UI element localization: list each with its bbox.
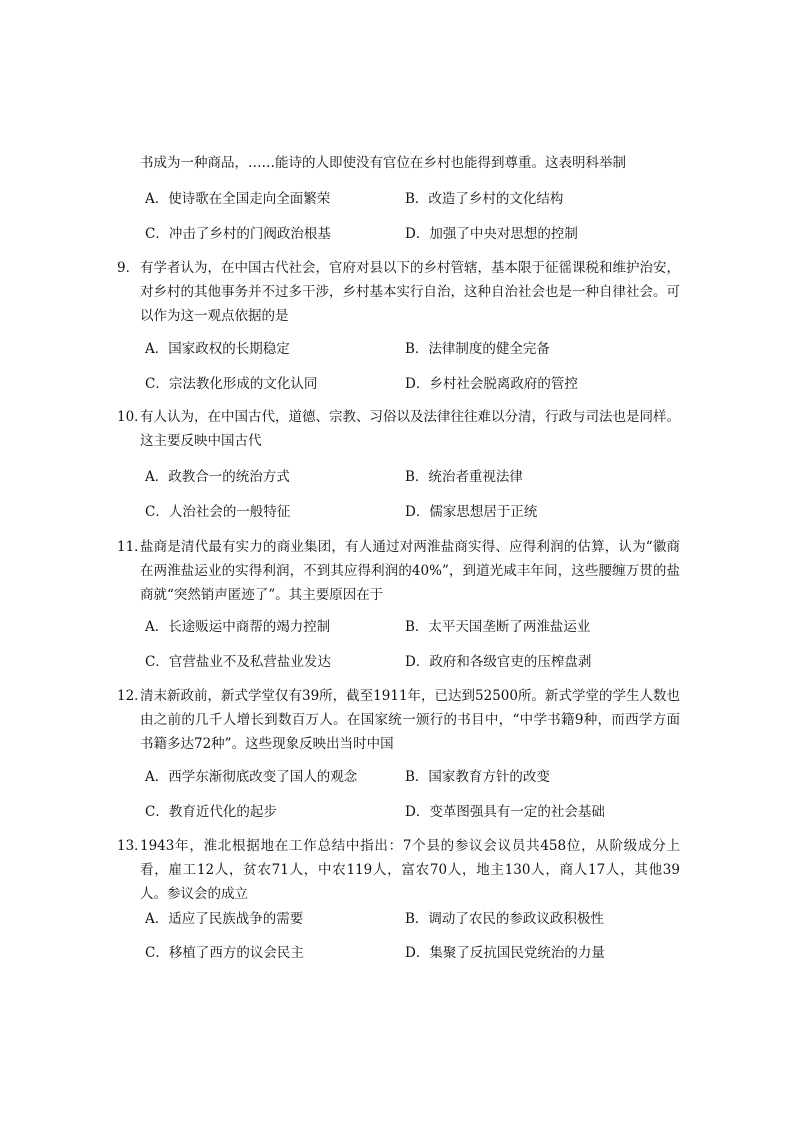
q9-option-c: C．宗法教化形成的文化认同 <box>145 376 318 392</box>
q9-option-b: B．法律制度的健全完备 <box>405 341 550 357</box>
q11-option-c: C．官营盐业不及私营盐业发达 <box>145 654 331 670</box>
q9-option-d: D．乡村社会脱离政府的管控 <box>405 376 578 392</box>
question-number: 9． <box>117 260 140 276</box>
q8-option-d: D．加强了中央对思想的控制 <box>405 226 578 242</box>
question-stem: 盐商是清代最有实力的商业集团，有人通过对两淮盐商实得、应得利润的估算，认为“徽商在两淮盐运业的实得利润，不到其应得利润的40%”，到道光咸丰年间，这些腰缠万贯的盐商就“突然销声匿迹了”。其主要原因在于 <box>140 539 680 603</box>
question-11 <box>117 535 680 607</box>
question-number: 13． <box>117 838 148 854</box>
q13-option-b: B．调动了农民的参政议政积极性 <box>405 911 604 927</box>
q11-option-a: A．长途贩运中商帮的竭力控制 <box>145 619 331 635</box>
question-13 <box>117 834 680 906</box>
q8-option-c: C．冲击了乡村的门阀政治根基 <box>145 226 331 242</box>
q10-option-d: D．儒家思想居于正统 <box>405 504 538 520</box>
q13-option-d: D．集聚了反抗国民党统治的力量 <box>405 945 605 961</box>
q9-option-a: A．国家政权的长期稳定 <box>145 341 290 357</box>
q12-option-b: B．国家教育方针的改变 <box>405 769 550 785</box>
q10-option-a: A．政教合一的统治方式 <box>145 469 290 485</box>
question-10 <box>117 405 680 453</box>
question-12 <box>117 684 680 756</box>
q12-option-c: C．教育近代化的起步 <box>145 804 277 820</box>
question-9 <box>117 256 680 328</box>
question-stem: 有学者认为，在中国古代社会，官府对县以下的乡村管辖，基本限于征徭课税和维护治安，对乡村的其他事务并不过多干涉，乡村基本实行自治，这种自治社会也是一种自律社会。可以作为这一观点依据的是 <box>140 260 680 324</box>
q10-option-b: B．统治者重视法律 <box>405 469 523 485</box>
question-8-continuation: 书成为一种商品，……能诗的人即使没有官位在乡村也能得到尊重。这表明科举制 <box>140 155 626 171</box>
q11-option-d: D．政府和各级官吏的压榨盘剥 <box>405 654 592 670</box>
q12-option-a: A．西学东渐彻底改变了国人的观念 <box>145 769 358 785</box>
question-stem: 清末新政前，新式学堂仅有39所，截至1911年，已达到52500所。新式学堂的学生人数也由之前的几千人增长到数百万人。在国家统一颁行的书目中，“中学书籍9种，而西学方面书籍多达72种”。这些现象反映出当时中国 <box>140 688 680 752</box>
q8-option-a: A．使诗歌在全国走向全面繁荣 <box>145 191 331 207</box>
q12-option-d: D．变革图强具有一定的社会基础 <box>405 804 605 820</box>
q13-option-c: C．移植了西方的议会民主 <box>145 945 304 961</box>
question-stem: 1943年，淮北根据地在工作总结中指出：7个县的参议会议员共458位，从阶级成分上看，雇工12人，贫农71人，中农119人，富农70人，地主130人，商人17人，其他39人。参议会的成立 <box>140 838 680 902</box>
q10-option-c: C．人治社会的一般特征 <box>145 504 291 520</box>
q13-option-a: A．适应了民族战争的需要 <box>145 911 304 927</box>
question-number: 10． <box>117 409 148 425</box>
question-number: 11． <box>117 539 148 555</box>
question-number: 12． <box>117 688 148 704</box>
question-stem: 有人认为，在中国古代，道德、宗教、习俗以及法律往往难以分清，行政与司法也是同样。这主要反映中国古代 <box>140 409 680 449</box>
q11-option-b: B．太平天国垄断了两淮盐运业 <box>405 619 591 635</box>
q8-option-b: B．改造了乡村的文化结构 <box>405 191 564 207</box>
